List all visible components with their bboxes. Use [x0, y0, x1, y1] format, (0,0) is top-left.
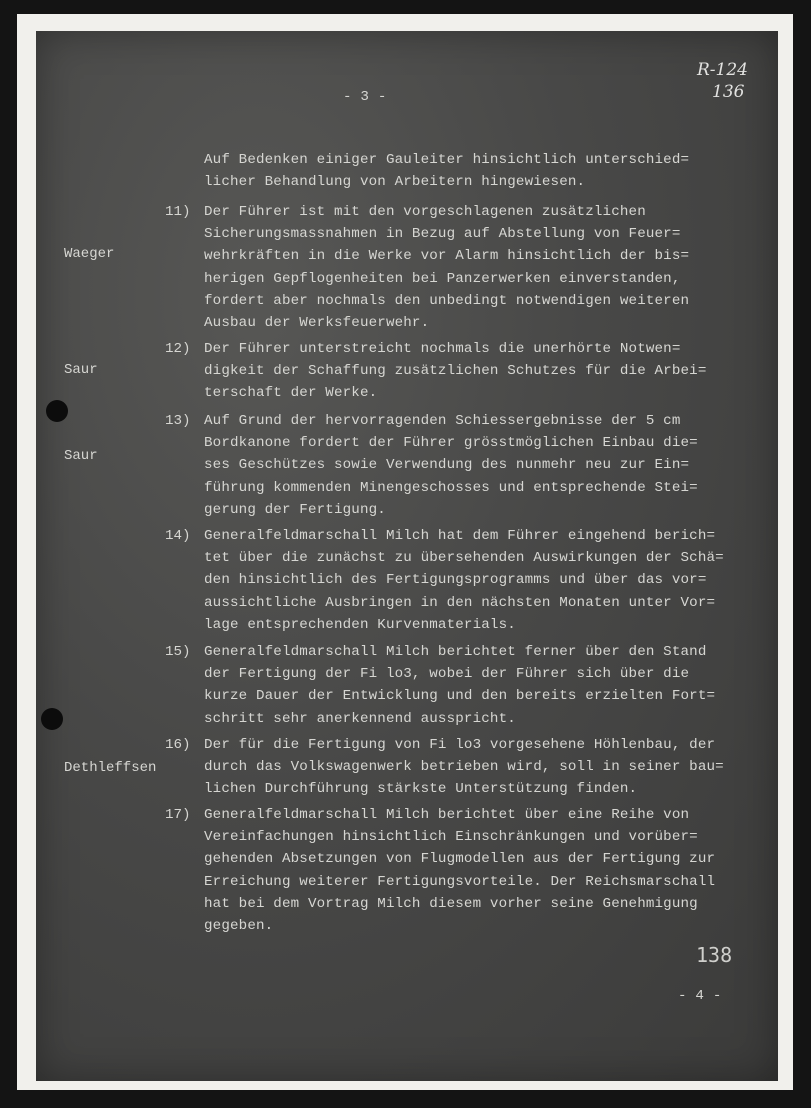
text-line: kurze Dauer der Entwicklung und den bereits erzielten Fort=	[204, 688, 716, 705]
item-number: 15)	[165, 644, 191, 660]
text-line: schritt sehr anerkennend ausspricht.	[204, 710, 516, 727]
item-number: 16)	[165, 737, 191, 753]
text-line: führung kommenden Minengeschosses und entsprechende Stei=	[204, 479, 698, 496]
archive-reference: R-124	[697, 60, 748, 80]
punch-hole-bottom	[41, 708, 63, 730]
page-stamp-number: 138	[696, 943, 733, 967]
item-number: 14)	[165, 528, 191, 544]
text-line: Erreichung weiterer Fertigungsvorteile. Der Reichsmarschall	[204, 873, 716, 890]
text-line: Generalfeldmarschall Milch berichtet über eine Reihe von	[204, 807, 690, 823]
item-number: 12)	[165, 341, 191, 357]
text-line: Sicherungsmassnahmen in Bezug auf Abstellung von Feuer=	[204, 226, 681, 243]
text-line: fordert aber nochmals den unbedingt notwendigen weiteren	[204, 292, 690, 309]
item-paragraph	[204, 804, 764, 937]
item-paragraph	[204, 201, 764, 334]
text-line: Generalfeldmarschall Milch hat dem Führer eingehend berich=	[204, 528, 716, 544]
margin-name-dethleffsen: Dethleffsen	[64, 760, 157, 776]
text-line: ses Geschützes sowie Verwendung des nunmehr neu zur Ein=	[204, 457, 690, 474]
text-line: gehenden Absetzungen von Flugmodellen aus der Fertigung zur	[204, 851, 716, 868]
text-line: Auf Grund der hervorragenden Schiessergebnisse der 5 cm	[204, 413, 681, 429]
intro-paragraph	[204, 149, 764, 193]
text-line: terschaft der Werke.	[204, 385, 378, 402]
text-line: herigen Gepflogenheiten bei Panzerwerken einverstanden,	[204, 270, 681, 287]
margin-name-waeger: Waeger	[64, 246, 115, 262]
text-line: digkeit der Schaffung zusätzlichen Schutzes für die Arbei=	[204, 363, 707, 380]
punch-hole-top	[46, 400, 68, 422]
text-line: Vereinfachungen hinsichtlich Einschränkungen und vorüber=	[204, 829, 698, 846]
text-line: gegeben.	[204, 918, 274, 935]
text-line: Auf Bedenken einiger Gauleiter hinsichtlich unterschied=	[204, 152, 690, 168]
text-line: gerung der Fertigung.	[204, 501, 386, 518]
item-number: 17)	[165, 807, 191, 823]
item-number: 11)	[165, 204, 191, 220]
text-line: Der Führer ist mit den vorgeschlagenen zusätzlichen	[204, 204, 646, 220]
next-page-marker: - 4 -	[678, 988, 722, 1004]
item-paragraph	[204, 734, 764, 801]
text-line: licher Behandlung von Arbeitern hingewiesen.	[204, 174, 586, 191]
margin-name-saur: Saur	[64, 362, 98, 378]
archive-subnumber: 136	[712, 82, 745, 102]
margin-name-saur-2: Saur	[64, 448, 98, 464]
text-line: wehrkräften in die Werke vor Alarm hinsichtlich der bis=	[204, 248, 690, 265]
text-line: Der für die Fertigung von Fi lo3 vorgesehene Höhlenbau, der	[204, 737, 716, 753]
item-paragraph	[204, 410, 764, 521]
text-line: den hinsichtlich des Fertigungsprogramms und über das vor=	[204, 572, 707, 589]
item-paragraph	[204, 525, 764, 636]
text-line: Generalfeldmarschall Milch berichtet ferner über den Stand	[204, 644, 707, 660]
text-line: Ausbau der Werksfeuerwehr.	[204, 315, 430, 332]
item-paragraph	[204, 641, 764, 730]
item-paragraph	[204, 338, 764, 405]
item-number: 13)	[165, 413, 191, 429]
text-line: der Fertigung der Fi lo3, wobei der Führer sich über die	[204, 666, 690, 683]
text-line: aussichtliche Ausbringen in den nächsten Monaten unter Vor=	[204, 594, 716, 611]
page-number-header: - 3 -	[343, 89, 387, 105]
text-line: tet über die zunächst zu übersehenden Auswirkungen der Schä=	[204, 550, 724, 567]
text-line: lichen Durchführung stärkste Unterstützung finden.	[204, 781, 638, 798]
text-line: Der Führer unterstreicht nochmals die unerhörte Notwen=	[204, 341, 681, 357]
text-line: durch das Volkswagenwerk betrieben wird, soll in seiner bau=	[204, 759, 724, 776]
text-line: lage entsprechenden Kurvenmaterials.	[204, 616, 516, 633]
text-line: hat bei dem Vortrag Milch diesem vorher seine Genehmigung	[204, 895, 698, 912]
text-line: Bordkanone fordert der Führer grösstmöglichen Einbau die=	[204, 435, 698, 452]
